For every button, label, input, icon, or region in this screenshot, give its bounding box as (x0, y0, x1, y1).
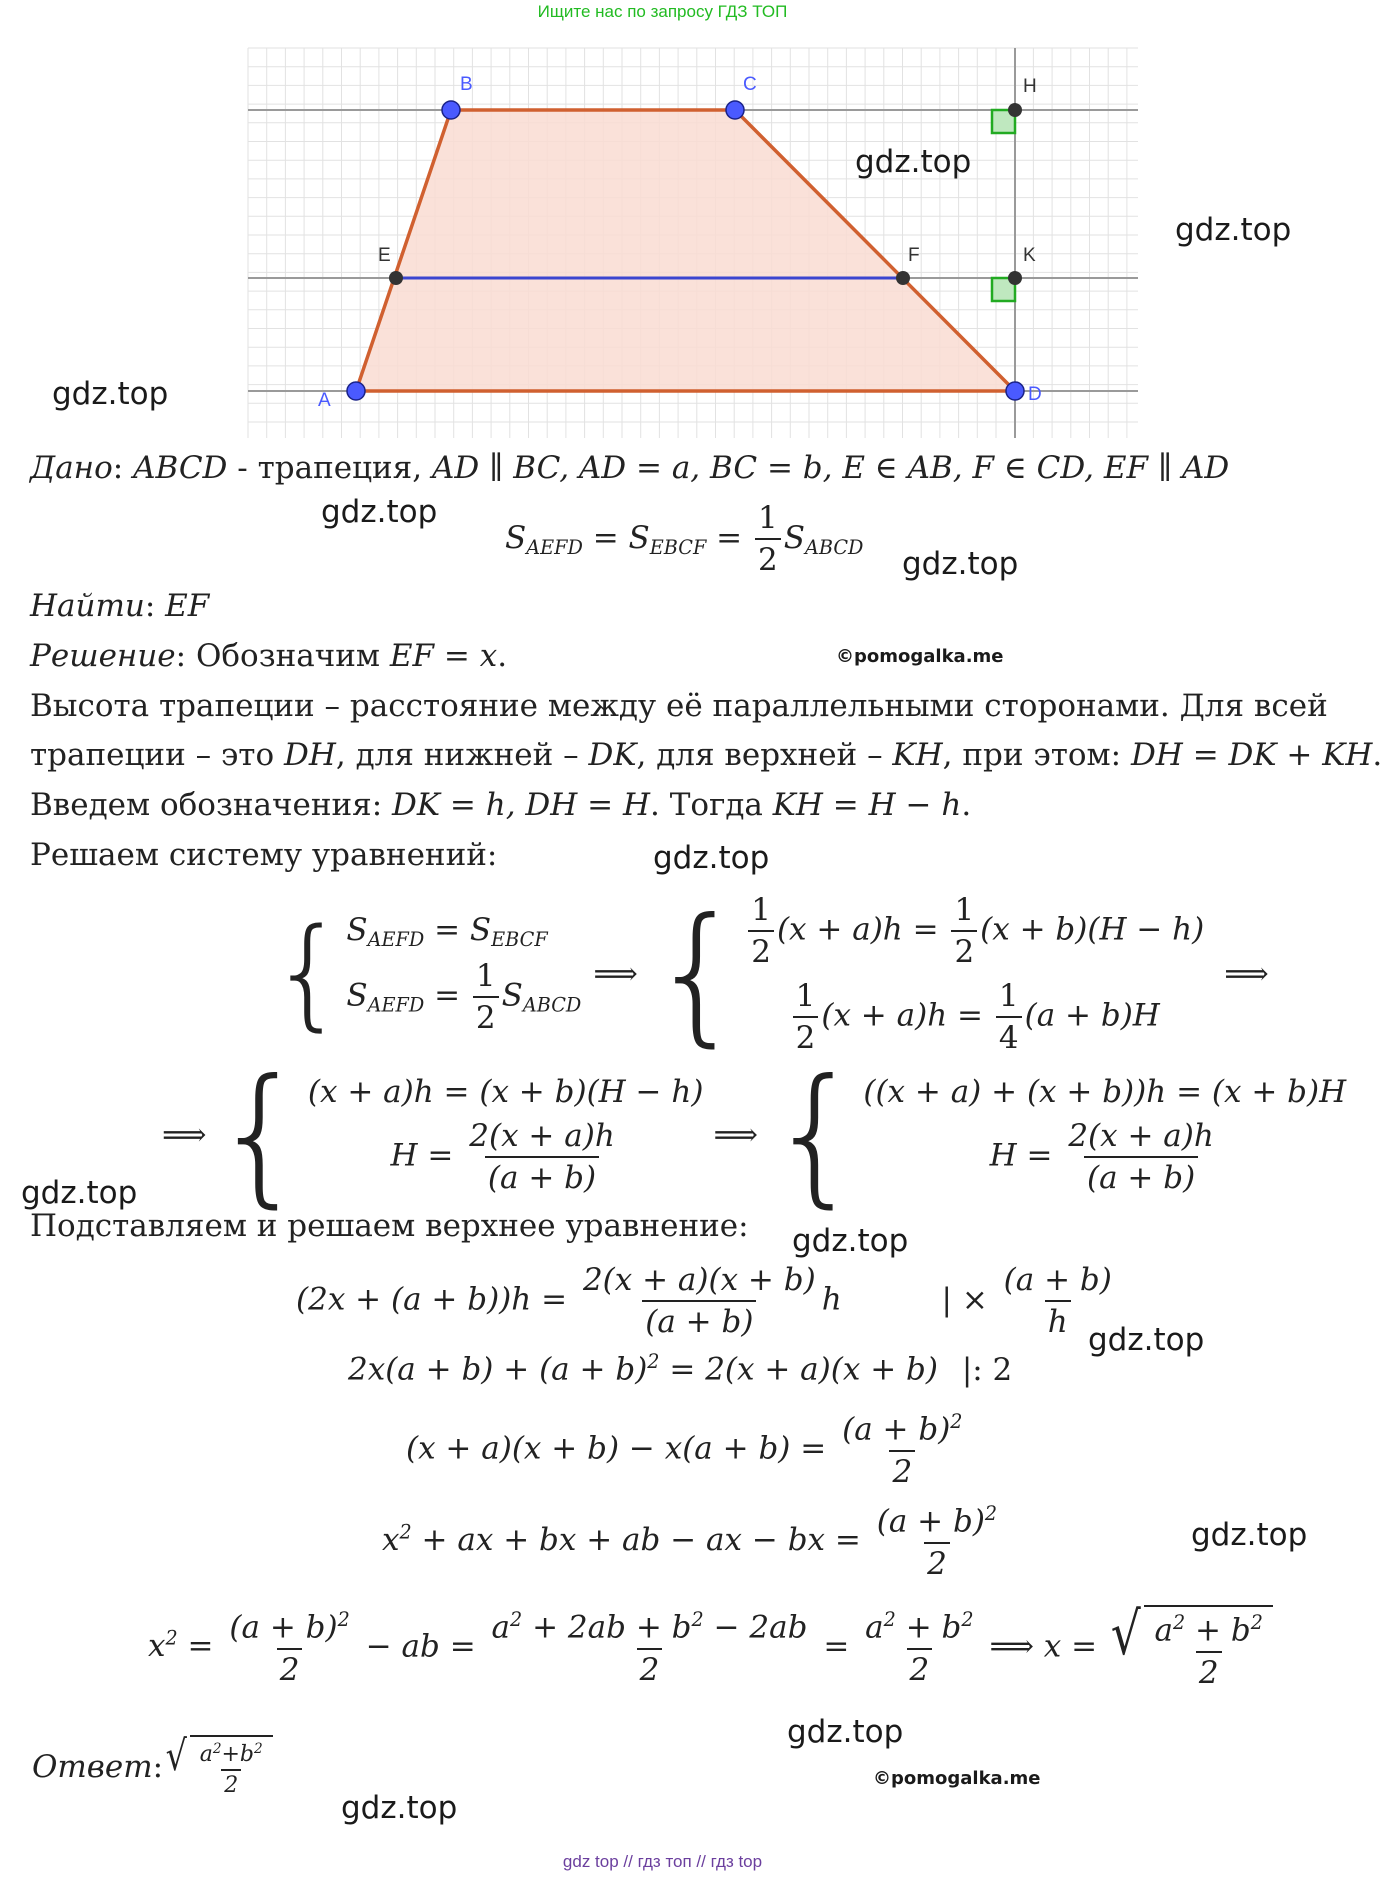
paragraph: Подставляем и решаем верхнее уравнение: (30, 1208, 749, 1244)
given-figure: ABCD (133, 450, 228, 486)
point-d (1006, 382, 1024, 400)
watermark-gdz: gdz.top (792, 1223, 909, 1259)
point-a (347, 382, 365, 400)
equation-step-1: (2x + (a + b))h = $\frac{2(x + a)(x + b)}{(a + b)}$ h | × $\frac{(a + b)}{h}$ (296, 1262, 1112, 1340)
answer-line: Ответ : √ $\frac{a^2+b^2}{2}$ (32, 1735, 273, 1798)
equation-step-4: $x^2$ + ax + bx + ab − ax − bx = $\frac{(a + b)^2}{2}$ (382, 1502, 998, 1582)
search-banner: Ищите нас по запросу ГДЗ ТОП (537, 2, 788, 21)
watermark-pomogalka: ©pomogalka.me (873, 1768, 1041, 1789)
watermark-gdz: gdz.top (1175, 212, 1292, 248)
watermark-gdz: gdz.top (902, 546, 1019, 582)
watermark-gdz: gdz.top (21, 1175, 138, 1211)
watermark-gdz: gdz.top (855, 144, 972, 180)
given-label: Дано (30, 450, 113, 486)
label-k: K (1023, 245, 1036, 266)
equation-step-3: (x + a)(x + b) − x(a + b) = $\frac{(a + b)^2}{2}$ (406, 1410, 963, 1490)
label-h: H (1023, 76, 1037, 97)
point-k (1008, 271, 1022, 285)
label-e: E (378, 245, 391, 266)
find-line: Найти: EF (30, 588, 210, 624)
trapezoid-figure (248, 48, 1144, 444)
equation-system-1: { $S_{AEFD} = S_{EBCF}$ $S_{AEFD}$ = $\frac{1}{2}$ $S_{ABCD}$ ⟹ { $\frac{1}{2}$ (x + a)h = $\frac{1}{2}$ (x + b)(H − h) $\frac{1}{2}$ (x + a)h = $\frac{1}{4}$ (a + b)H ⟹ (270, 887, 1269, 1061)
answer-label: Ответ (32, 1748, 153, 1785)
point-e (389, 271, 403, 285)
watermark-gdz: gdz.top (321, 494, 438, 530)
point-h (1008, 103, 1022, 117)
point-c (726, 101, 744, 119)
given-line: Дано: ABCD - трапеция, AD ∥ BC, AD = a, BC = b, E ∈ AB, F ∈ CD, EF ∥ AD (30, 450, 1230, 486)
watermark-gdz: gdz.top (653, 840, 770, 876)
watermark-pomogalka: ©pomogalka.me (836, 646, 1004, 667)
given-type: - трапеция, (227, 450, 432, 486)
point-b (442, 101, 460, 119)
label-c: C (743, 74, 757, 95)
watermark-gdz: gdz.top (341, 1790, 458, 1826)
watermark-gdz: gdz.top (52, 376, 169, 412)
paragraph: Решаем систему уравнений: (30, 837, 498, 873)
equation-step-5: $x^2$ = $\frac{(a + b)^2}{2}$ − ab = $\frac{a^2 + 2ab + b^2 - 2ab}{2}$ = $\frac{a^2 + b^2}{2}$ ⟹ x = √ $\frac{a^2 + b^2}{2}$ (148, 1605, 1273, 1691)
given-area-condition: $S_{AEFD} = S_{EBCF}$ = $\frac{1}{2}$ $S_{ABCD}$ (505, 500, 864, 578)
paragraph: Введем обозначения: DK = h, DH = H. Тогда KH = H − h. (30, 787, 972, 823)
watermark-gdz: gdz.top (1191, 1517, 1308, 1553)
equation-system-2: ⟹ { (x + a)h = (x + b)(H − h) H = $\frac{2(x + a)h}{(a + b)}$ ⟹ { ((x + a) + (x + b))h = (x + b)H H = $\frac{2(x + a)h}{(a + b)}$ (162, 1048, 1347, 1222)
label-d: D (1028, 384, 1042, 405)
equation-step-2: $2x(a + b) + (a + b)^2 = 2(x + a)(x + b)$ |: 2 (348, 1350, 1013, 1388)
find-label: Найти (30, 588, 145, 624)
watermark-gdz: gdz.top (787, 1714, 904, 1750)
paragraph: трапеции – это DH, для нижней – DK, для верхней – KH, при этом: DH = DK + KH. (30, 737, 1382, 773)
footer-links: gdz top // гдз топ // гдз top (562, 1852, 763, 1871)
given-conditions: AD ∥ BC, AD = a, BC = b, E ∈ AB, F ∈ CD, EF ∥ AD (431, 450, 1230, 486)
watermark-gdz: gdz.top (1088, 1322, 1205, 1358)
point-f (896, 271, 910, 285)
label-b: B (460, 74, 473, 95)
label-f: F (908, 245, 920, 266)
label-a: A (318, 390, 331, 411)
solution-label: Решение (30, 638, 176, 674)
solution-line: Решение: Обозначим EF = x. (30, 638, 508, 674)
paragraph: Высота трапеции – расстояние между её параллельными сторонами. Для всей (30, 688, 1328, 724)
find-value: EF (165, 588, 210, 624)
